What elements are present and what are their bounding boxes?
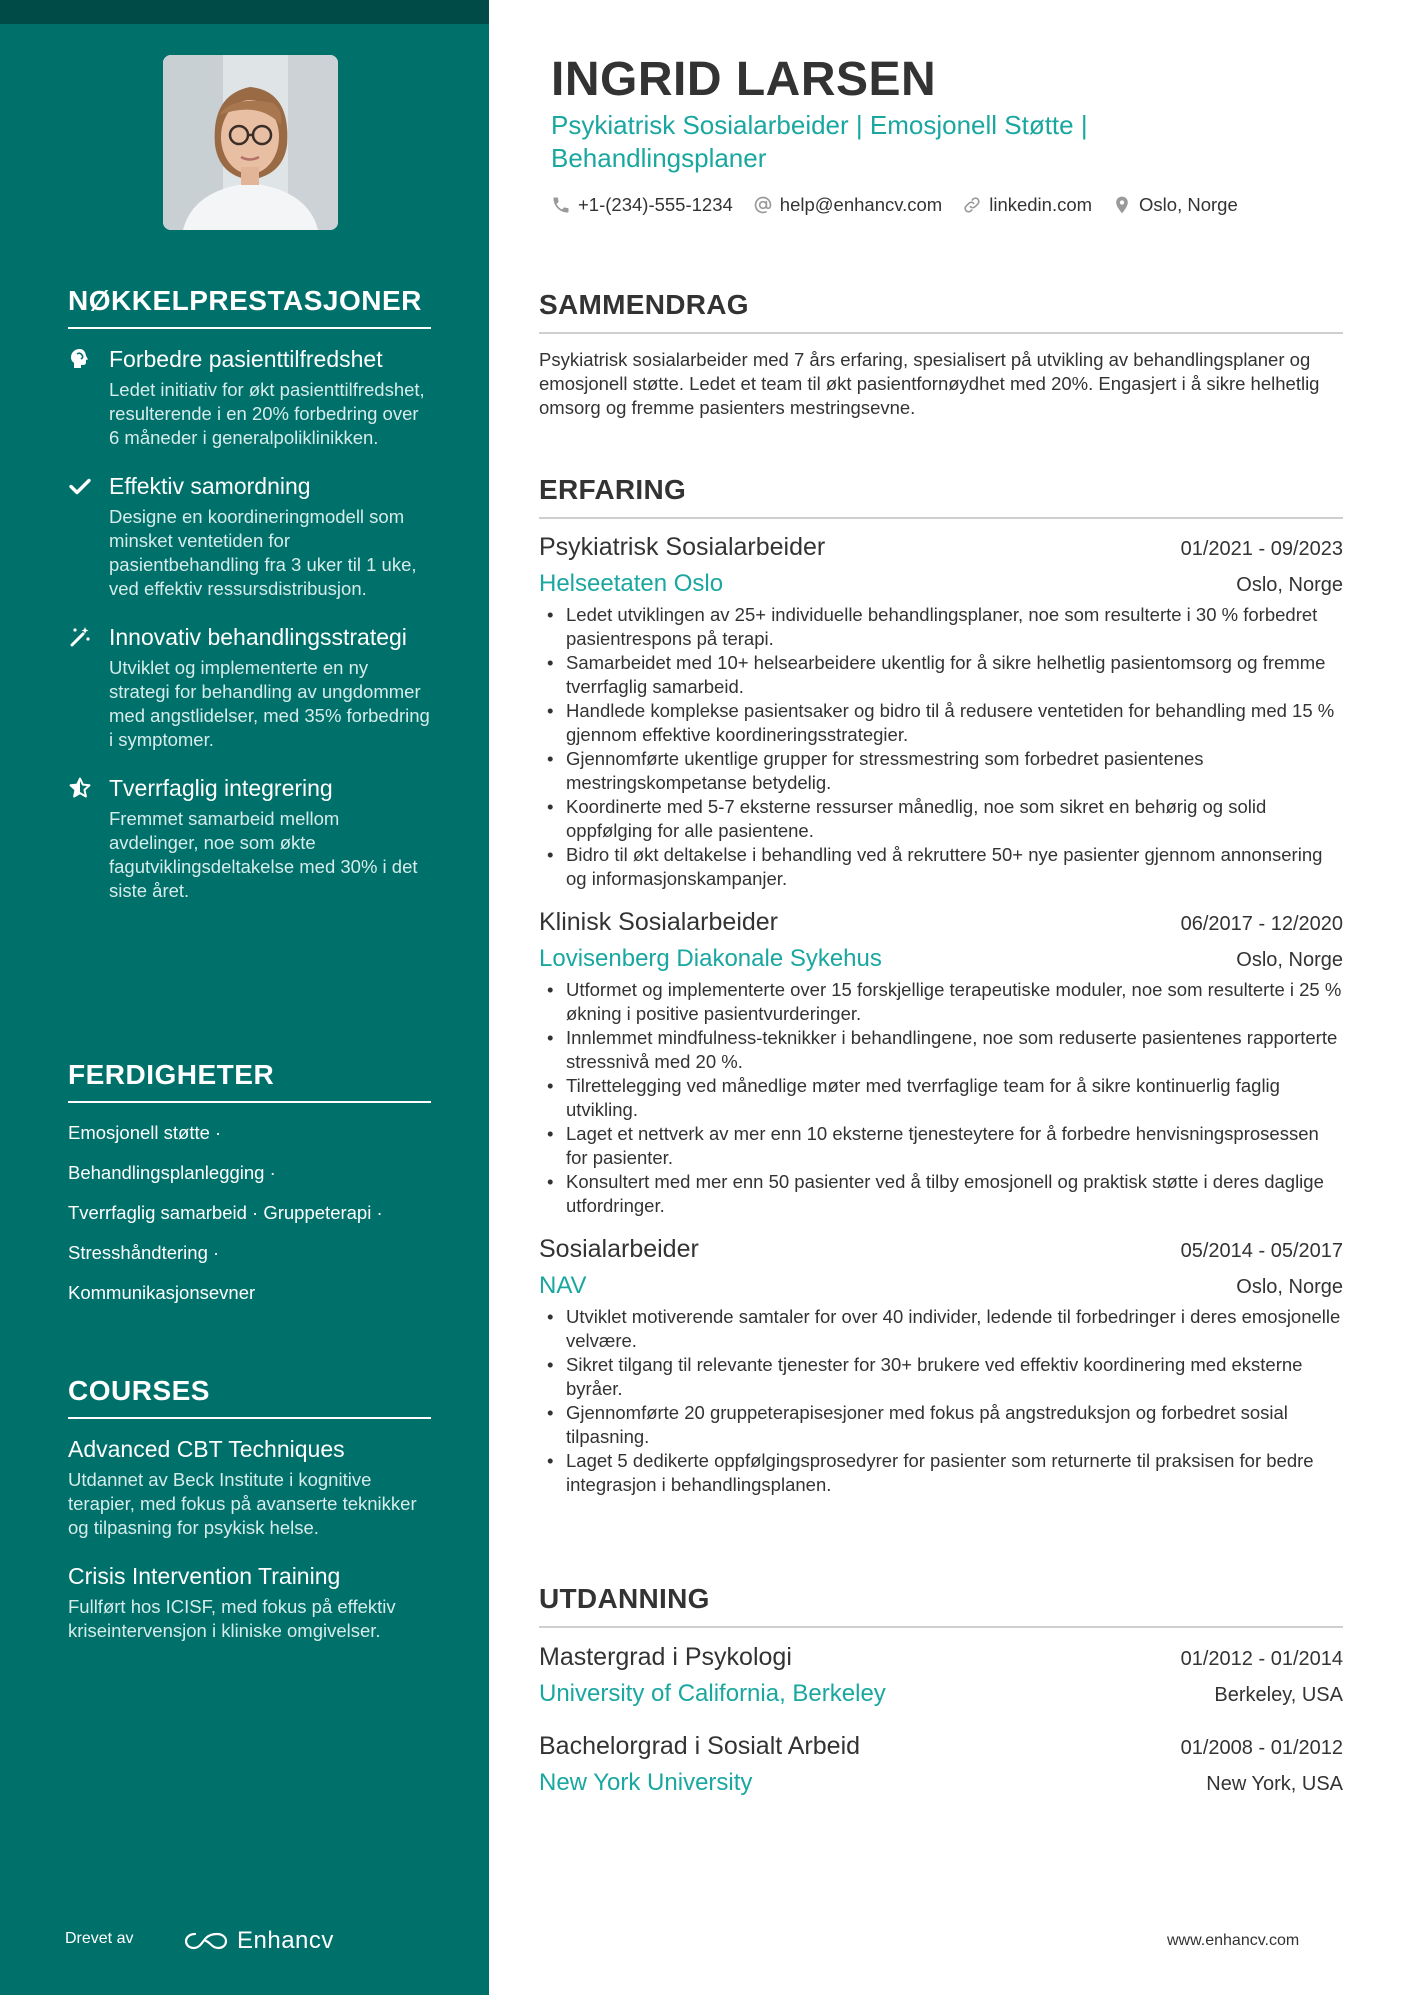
bullet-item: • Gjennomførte ukentlige grupper for stressmestring som forbedret pasientenes mestringskompetanse betydelig. <box>539 747 1343 795</box>
footer-url[interactable]: www.enhancv.com <box>1167 1932 1300 1949</box>
job-entry <box>539 906 1343 1218</box>
experience-title: ERFARING <box>539 474 1343 519</box>
contact-row <box>551 194 1238 216</box>
job-title: Sosialarbeider <box>539 1235 699 1263</box>
bullet-item: • Laget et nettverk av mer enn 10 eksterne tjenesteytere for å forbedre henvisningsprosessen for pasienter. <box>539 1122 1343 1170</box>
achievements-section <box>68 285 431 903</box>
education-dates: 01/2008 - 01/2012 <box>1180 1737 1343 1759</box>
achievement-desc: Designe en koordineringmodell som minsket ventetiden for pasientbehandling fra 3 uker til 1 uke, ved effektiv ressursdistribusjon. <box>109 506 417 599</box>
job-dates: 01/2021 - 09/2023 <box>1180 538 1343 560</box>
contact-email[interactable] <box>753 194 942 216</box>
achievement-title: Innovativ behandlingsstrategi <box>109 624 407 650</box>
job-dates: 05/2014 - 05/2017 <box>1180 1240 1343 1262</box>
job-dates: 06/2017 - 12/2020 <box>1180 913 1343 935</box>
summary-text: Psykiatrisk sosialarbeider med 7 års erfaring, spesialisert på utvikling av behandlingsplaner og emosjonell støtte. Ledet et team til økt pasientfornøydhet med 20%. Engasjert i å sikre helhetlig omsorg og fremme pasienters mestringsevne. <box>539 349 1320 418</box>
education-entry <box>539 1641 1343 1710</box>
infinity-logo-icon <box>183 1929 229 1953</box>
skill-line: Stresshåndtering · <box>68 1242 220 1263</box>
skill-line: Behandlingsplanlegging · <box>68 1162 276 1183</box>
job-bullets <box>539 1305 1343 1497</box>
company-name: Lovisenberg Diakonale Sykehus <box>539 945 882 972</box>
bullet-item: • Sikret tilgang til relevante tjenester for 30+ brukere ved effektiv koordinering med eksterne byråer. <box>539 1353 1343 1401</box>
job-bullets <box>539 978 1343 1218</box>
education-section <box>539 1583 1343 1799</box>
sidebar <box>0 0 489 1995</box>
education-title: UTDANNING <box>539 1583 1343 1628</box>
bullet-item: • Laget 5 dedikerte oppfølgingsprosedyrer for pasienter som returnerte til praksisen for bedre integrasjon i behandlingsplanen. <box>539 1449 1343 1497</box>
brain-icon <box>68 347 92 371</box>
school-name: University of California, Berkeley <box>539 1680 886 1707</box>
summary-title: SAMMENDRAG <box>539 289 1343 334</box>
candidate-name: INGRID LARSEN <box>551 53 937 106</box>
phone-icon <box>551 195 571 215</box>
course-item <box>68 1435 431 1540</box>
course-desc: Utdannet av Beck Institute i kognitive terapier, med fokus på avanserte teknikker og tilpasning for psykisk helse. <box>68 1469 417 1538</box>
job-title: Psykiatrisk Sosialarbeider <box>539 533 826 561</box>
bullet-item: • Gjennomførte 20 gruppeterapisesjoner med fokus på angstreduksjon og forbedret sosial tilpasning. <box>539 1401 1343 1449</box>
summary-section <box>539 289 1343 420</box>
job-entry <box>539 1233 1343 1497</box>
achievement-item <box>68 345 431 450</box>
achievement-item <box>68 623 431 752</box>
skill-line: Emosjonell støtte · <box>68 1122 222 1143</box>
contact-phone[interactable] <box>551 194 733 216</box>
company-name: NAV <box>539 1272 587 1299</box>
courses-title: COURSES <box>68 1375 431 1419</box>
bullet-item: • Innlemmet mindfulness-teknikker i behandlingene, noe som reduserte pasientenes rapporterte stressnivå med 20 %. <box>539 1026 1343 1074</box>
enhancv-logo[interactable] <box>183 1924 334 1958</box>
achievement-desc: Fremmet samarbeid mellom avdelinger, noe som økte fagutviklingsdeltakelse med 30% i det siste året. <box>109 808 418 901</box>
skill-line: Kommunikasjonsevner <box>68 1282 256 1303</box>
brand-name: Enhancv <box>237 1927 334 1954</box>
profile-photo <box>163 55 338 230</box>
bullet-item: • Ledet utviklingen av 25+ individuelle behandlingsplaner, noe som resulterte i 30 % forbedret pasientrespons på terapi. <box>539 603 1343 651</box>
skills-title: FERDIGHETER <box>68 1059 431 1103</box>
achievement-desc: Utviklet og implementerte en ny strategi for behandling av ungdommer med angstlidelser, med 35% forbedring i symptomer. <box>109 657 430 750</box>
achievements-title: NØKKELPRESTASJONER <box>68 285 431 329</box>
skills-section <box>68 1059 431 1321</box>
star-half-icon <box>68 776 92 800</box>
education-dates: 01/2012 - 01/2014 <box>1180 1648 1343 1670</box>
sidebar-top-band <box>0 0 489 24</box>
course-item <box>68 1562 431 1643</box>
magic-wand-icon <box>68 625 92 649</box>
courses-section <box>68 1375 431 1643</box>
bullet-item: • Konsultert med mer enn 50 pasienter ved å tilby emosjonell og praktisk støtte i deres daglige utfordringer. <box>539 1170 1343 1218</box>
job-location: Oslo, Norge <box>1236 574 1343 596</box>
experience-section <box>539 474 1343 1497</box>
job-title: Klinisk Sosialarbeider <box>539 908 779 936</box>
school-location: Berkeley, USA <box>1214 1684 1343 1706</box>
achievement-title: Tverrfaglig integrering <box>109 775 333 801</box>
check-icon <box>68 474 92 498</box>
email-text: help@enhancv.com <box>779 194 943 215</box>
bullet-item: • Koordinerte med 5-7 eksterne ressurser månedlig, noe som sikret en behørig og solid oppfølging for alle pasientene. <box>539 795 1343 843</box>
course-title: Crisis Intervention Training <box>68 1563 341 1589</box>
link-icon <box>962 195 982 215</box>
job-bullets <box>539 603 1343 891</box>
skill-line: Tverrfaglig samarbeid · Gruppeterapi · <box>68 1202 383 1223</box>
linkedin-text: linkedin.com <box>989 194 1093 215</box>
bullet-item: • Handlede komplekse pasientsaker og bidro til å redusere ventetiden for behandling med 15 % gjennom effektive koordineringsstrategier. <box>539 699 1343 747</box>
location-pin-icon <box>1112 195 1132 215</box>
job-location: Oslo, Norge <box>1236 1276 1343 1298</box>
achievement-title: Effektiv samordning <box>109 473 311 499</box>
skills-list <box>68 1121 431 1305</box>
at-sign-icon <box>753 195 773 215</box>
bullet-item: • Utformet og implementerte over 15 forskjellige terapeutiske moduler, noe som resulterte i 25 % økning i positive pasientvurderinger. <box>539 978 1343 1026</box>
course-desc: Fullført hos ICISF, med fokus på effektiv kriseintervensjon i kliniske omgivelser. <box>68 1596 396 1641</box>
phone-text: +1-(234)-555-1234 <box>578 194 733 215</box>
school-name: New York University <box>539 1769 753 1796</box>
contact-linkedin[interactable] <box>962 194 1092 216</box>
bullet-item: • Bidro til økt deltakelse i behandling ved å rekruttere 50+ nye pasienter gjennom annonsering og informasjonskampanjer. <box>539 843 1343 891</box>
headline: Psykiatrisk Sosialarbeider | Emosjonell Støtte | Behandlingsplaner <box>551 110 1088 173</box>
degree: Mastergrad i Psykologi <box>539 1643 792 1671</box>
bullet-item: • Tilrettelegging ved månedlige møter med tverrfaglige team for å sikre kontinuerlig faglig utvikling. <box>539 1074 1343 1122</box>
bullet-item: • Samarbeidet med 10+ helsearbeidere ukentlig for å sikre helhetlig pasientomsorg og fremme tverrfaglig samarbeid. <box>539 651 1343 699</box>
company-name: Helseetaten Oslo <box>539 570 724 597</box>
degree: Bachelorgrad i Sosialt Arbeid <box>539 1732 861 1760</box>
achievement-title: Forbedre pasienttilfredshet <box>109 346 383 372</box>
course-title: Advanced CBT Techniques <box>68 1436 345 1462</box>
school-location: New York, USA <box>1206 1773 1343 1795</box>
contact-location <box>1112 194 1238 216</box>
achievement-item <box>68 774 431 903</box>
bullet-item: • Utviklet motiverende samtaler for over 40 individer, ledende til forbedringer i deres emosjonelle velvære. <box>539 1305 1343 1353</box>
portrait-photo <box>163 55 338 230</box>
achievement-desc: Ledet initiativ for økt pasienttilfredshet, resulterende i en 20% forbedring over 6 måneder i generalpoliklinikken. <box>109 379 425 448</box>
job-entry <box>539 531 1343 891</box>
achievement-item <box>68 472 431 601</box>
job-location: Oslo, Norge <box>1236 949 1343 971</box>
powered-by-label: Drevet av <box>65 1930 134 1947</box>
education-entry <box>539 1730 1343 1799</box>
location-text: Oslo, Norge <box>1139 194 1238 215</box>
